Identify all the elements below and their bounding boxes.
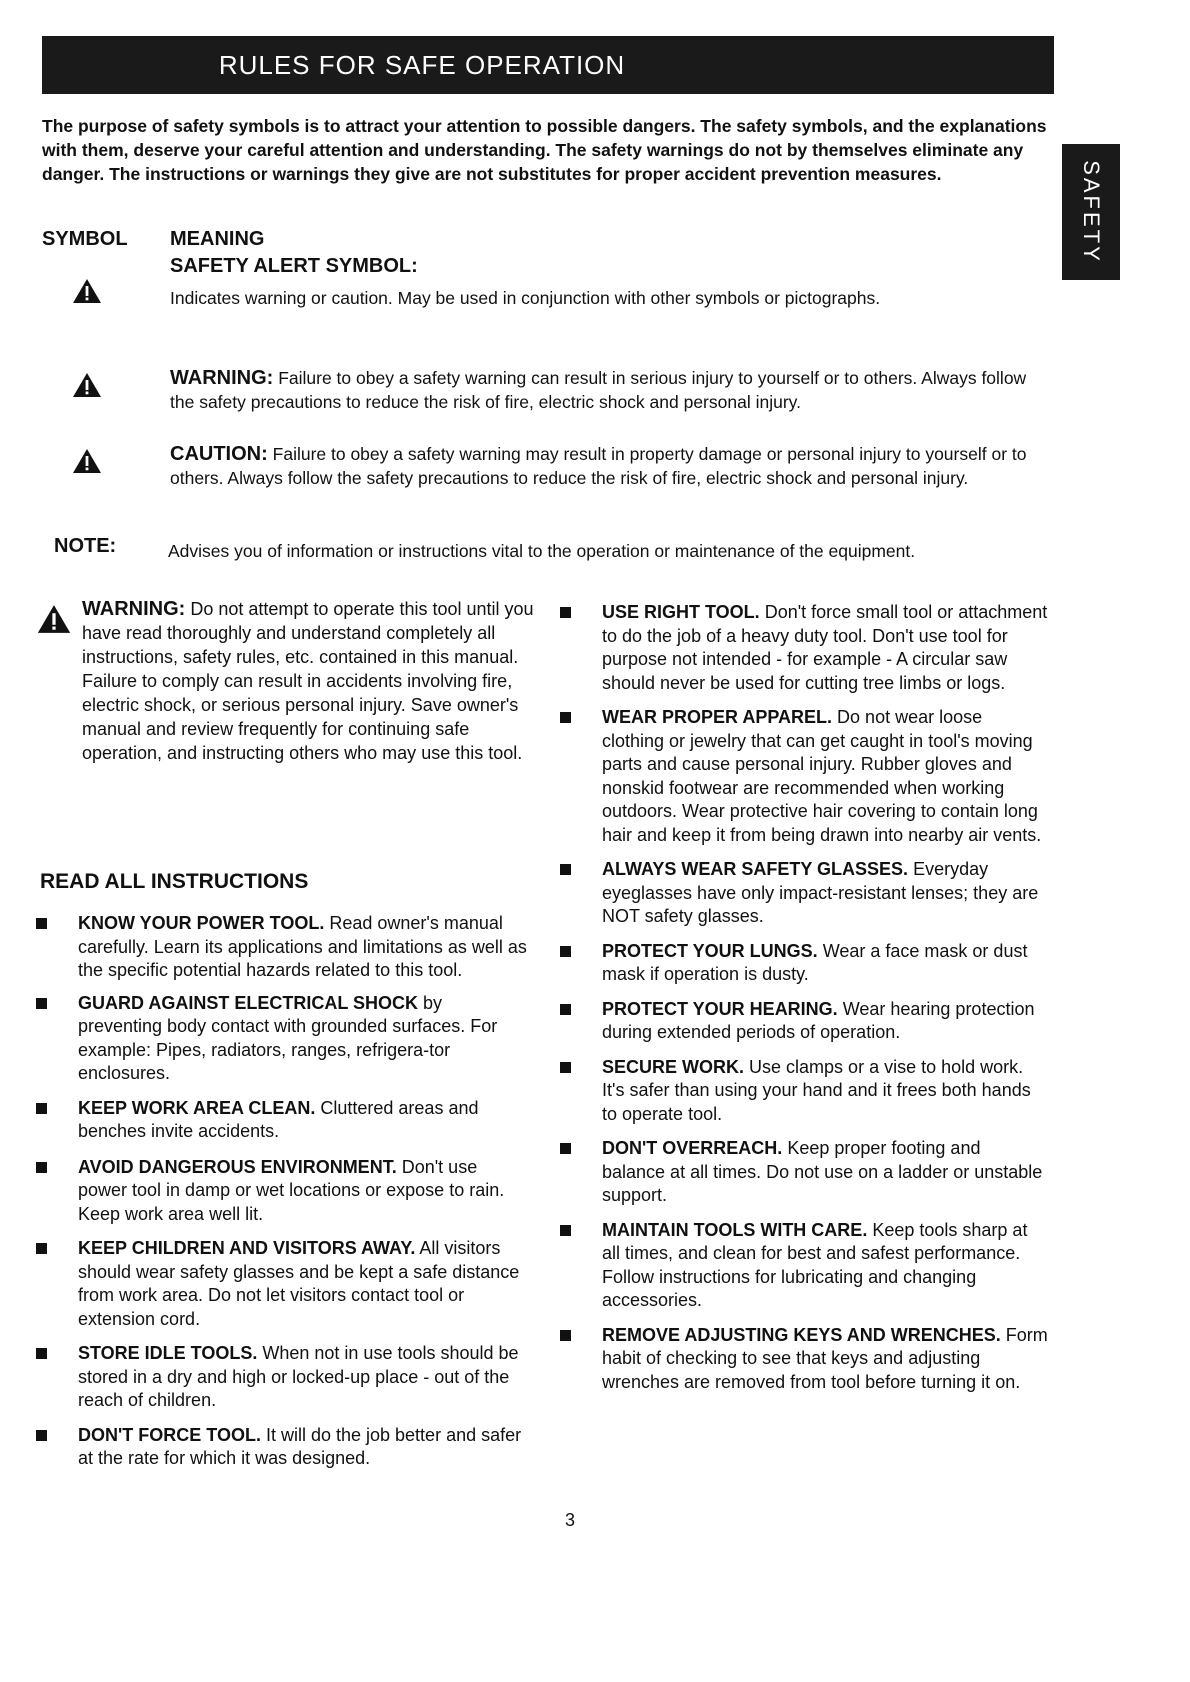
rule-title: GUARD AGAINST ELECTRICAL SHOCK (78, 992, 419, 1013)
main-warning-icon (36, 604, 72, 634)
list-item (36, 1097, 528, 1144)
bullet-icon (36, 1348, 47, 1359)
list-item (560, 940, 1048, 987)
list-item (36, 992, 528, 1086)
list-item (36, 912, 528, 983)
rule-text: Don't use power tool in damp or wet locations or expose to rain. Keep work area well lit. (78, 1156, 505, 1224)
meaning-column-header: MEANING (170, 228, 265, 250)
bullet-icon (560, 1225, 571, 1236)
bullet-icon (36, 1103, 47, 1114)
rule-title: STORE IDLE TOOLS. (78, 1343, 258, 1363)
rule-text: When not in use tools should be stored in a dry and high or locked-up place - out of the reach of children. (78, 1343, 519, 1410)
rule-title: SECURE WORK. (602, 1056, 745, 1077)
rule-title: PROTECT YOUR LUNGS. (602, 940, 818, 961)
warning-alert-icon (72, 372, 102, 398)
safety-alert-text: Indicates warning or caution. May be used in conjunction with other symbols or pictographs. (170, 288, 881, 308)
rule-title: REMOVE ADJUSTING KEYS AND WRENCHES. (602, 1324, 1001, 1345)
rule-text: Read owner's manual carefully. Learn its applications and limitations as well as the specific potential hazards related to this tool. (78, 913, 527, 980)
list-item (36, 1237, 528, 1331)
safety-alert-title: SAFETY ALERT SYMBOL: (170, 255, 418, 277)
rule-title: DON'T OVERREACH. (602, 1138, 783, 1158)
bullet-icon (36, 1243, 47, 1254)
caution-label: CAUTION: (170, 443, 268, 465)
rule-title: MAINTAIN TOOLS WITH CARE. (602, 1219, 868, 1240)
rule-title: KEEP CHILDREN AND VISITORS AWAY. (78, 1238, 416, 1258)
safety-alert-definition (170, 254, 1040, 310)
rule-text: All visitors should wear safety glasses and be kept a safe distance from work area. Do not let visitors contact tool or extension cord. (78, 1238, 520, 1329)
bullet-icon (560, 946, 571, 957)
rule-text: It will do the job better and safer at the rate for which it was designed. (78, 1424, 522, 1468)
rule-text: Keep proper footing and balance at all times. Do not use on a ladder or unstable support. (602, 1138, 1043, 1205)
rule-text: Form habit of checking to see that keys and adjusting wrenches are removed from tool before turning it on. (602, 1324, 1048, 1392)
rule-title: WEAR PROPER APPAREL. (602, 707, 833, 727)
bullet-icon (560, 1143, 571, 1154)
main-warning-label: WARNING: (82, 598, 186, 620)
right-rule-list (560, 601, 1048, 1394)
section-tab-label: SAFETY (1079, 160, 1104, 264)
note-text: Advises you of information or instructions vital to the operation or maintenance of the equipment. (168, 541, 916, 561)
list-item (36, 1342, 528, 1413)
symbol-column-header: SYMBOL (42, 228, 128, 250)
rule-title: ALWAYS WEAR SAFETY GLASSES. (602, 859, 909, 879)
caution-text: Failure to obey a safety warning may result in property damage or personal injury to yourself or to others. Always follow the safety precautions to reduce the risk of fire, electric shock and personal injury. (170, 444, 1027, 488)
list-item (560, 998, 1048, 1045)
rule-text: Everyday eyeglasses have only impact-resistant lenses; they are NOT safety glasses. (602, 859, 1039, 926)
bullet-icon (36, 998, 47, 1009)
warning-label: WARNING: (170, 367, 274, 389)
rule-text: Cluttered areas and benches invite accidents. (78, 1097, 479, 1141)
bullet-icon (36, 1430, 47, 1441)
list-item (560, 1324, 1048, 1395)
note-label: NOTE: (54, 535, 117, 557)
rule-title: DON'T FORCE TOOL. (78, 1424, 261, 1445)
list-item (560, 706, 1048, 847)
list-item (560, 1137, 1048, 1208)
main-warning-text: Do not attempt to operate this tool until you have read thoroughly and understand completely all instructions, safety rules, etc. contained in this manual. Failure to comply can result in accidents involving fire, electric shock, or serious personal injury. Save owner's manual and review frequently for continuing safe operation, and instructing others who may use this tool. (82, 599, 534, 763)
rule-title: AVOID DANGEROUS ENVIRONMENT. (78, 1156, 397, 1177)
header-bar (42, 36, 1054, 94)
caution-definition (170, 442, 1040, 490)
main-warning (82, 597, 542, 765)
bullet-icon (36, 918, 47, 929)
page-number: 3 (565, 1510, 576, 1530)
list-item (560, 601, 1048, 695)
warning-definition (170, 366, 1040, 414)
bullet-icon (36, 1162, 47, 1173)
bullet-icon (560, 1004, 571, 1015)
rule-title: PROTECT YOUR HEARING. (602, 998, 838, 1019)
rule-text: Don't force small tool or attachment to do the job of a heavy duty tool. Don't use tool for purpose not intended - for example - A circular saw should never be used for cutting tree limbs or logs. (602, 602, 1048, 693)
rule-title: USE RIGHT TOOL. (602, 602, 760, 622)
rule-text: Do not wear loose clothing or jewelry that can get caught in tool's moving parts and cause personal injury. Rubber gloves and nonskid footwear are recommended when working outdoors. Wear protective hair covering to contain long hair and keep it from being drawn into nearby air vents. (602, 707, 1042, 845)
intro-paragraph: The purpose of safety symbols is to attract your attention to possible dangers. The safety symbols, and the explanations with them, deserve your careful attention and understanding. The safety warnings do not by themselves eliminate any danger. The instructions or warnings they give are not substitutes for proper accident prevention measures. (42, 116, 1047, 184)
list-item (36, 1156, 528, 1227)
bullet-icon (560, 712, 571, 723)
rule-text: Use clamps or a vise to hold work. It's safer than using your hand and it frees both hands to operate tool. (602, 1056, 1031, 1124)
safety-alert-icon (72, 278, 102, 304)
list-item (560, 1219, 1048, 1313)
bullet-icon (560, 1062, 571, 1073)
rule-title: KNOW YOUR POWER TOOL. (78, 913, 325, 933)
page-title: RULES FOR SAFE OPERATION (218, 50, 626, 80)
left-rule-list (36, 912, 528, 1471)
warning-text: Failure to obey a safety warning can result in serious injury to yourself or to others. Always follow the safety precautions to reduce the risk of fire, electric shock and personal injury. (170, 368, 1027, 412)
list-item (560, 1056, 1048, 1127)
rule-text: Wear hearing protection during extended periods of operation. (602, 998, 1035, 1042)
rule-title: KEEP WORK AREA CLEAN. (78, 1097, 316, 1118)
rule-text: by preventing body contact with grounded surfaces. For example: Pipes, radiators, ranges, refrigera-tor enclosures. (78, 992, 498, 1083)
list-item (560, 858, 1048, 929)
section-tab (1062, 144, 1120, 280)
bullet-icon (560, 1330, 571, 1341)
rule-text: Wear a face mask or dust mask if operation is dusty. (602, 940, 1028, 984)
list-item (36, 1424, 528, 1471)
bullet-icon (560, 607, 571, 618)
rule-text: Keep tools sharp at all times, and clean for best and safest performance. Follow instructions for lubricating and changing accessories. (602, 1219, 1028, 1310)
caution-alert-icon (72, 448, 102, 474)
read-all-instructions-heading: READ ALL INSTRUCTIONS (40, 870, 309, 893)
bullet-icon (560, 864, 571, 875)
